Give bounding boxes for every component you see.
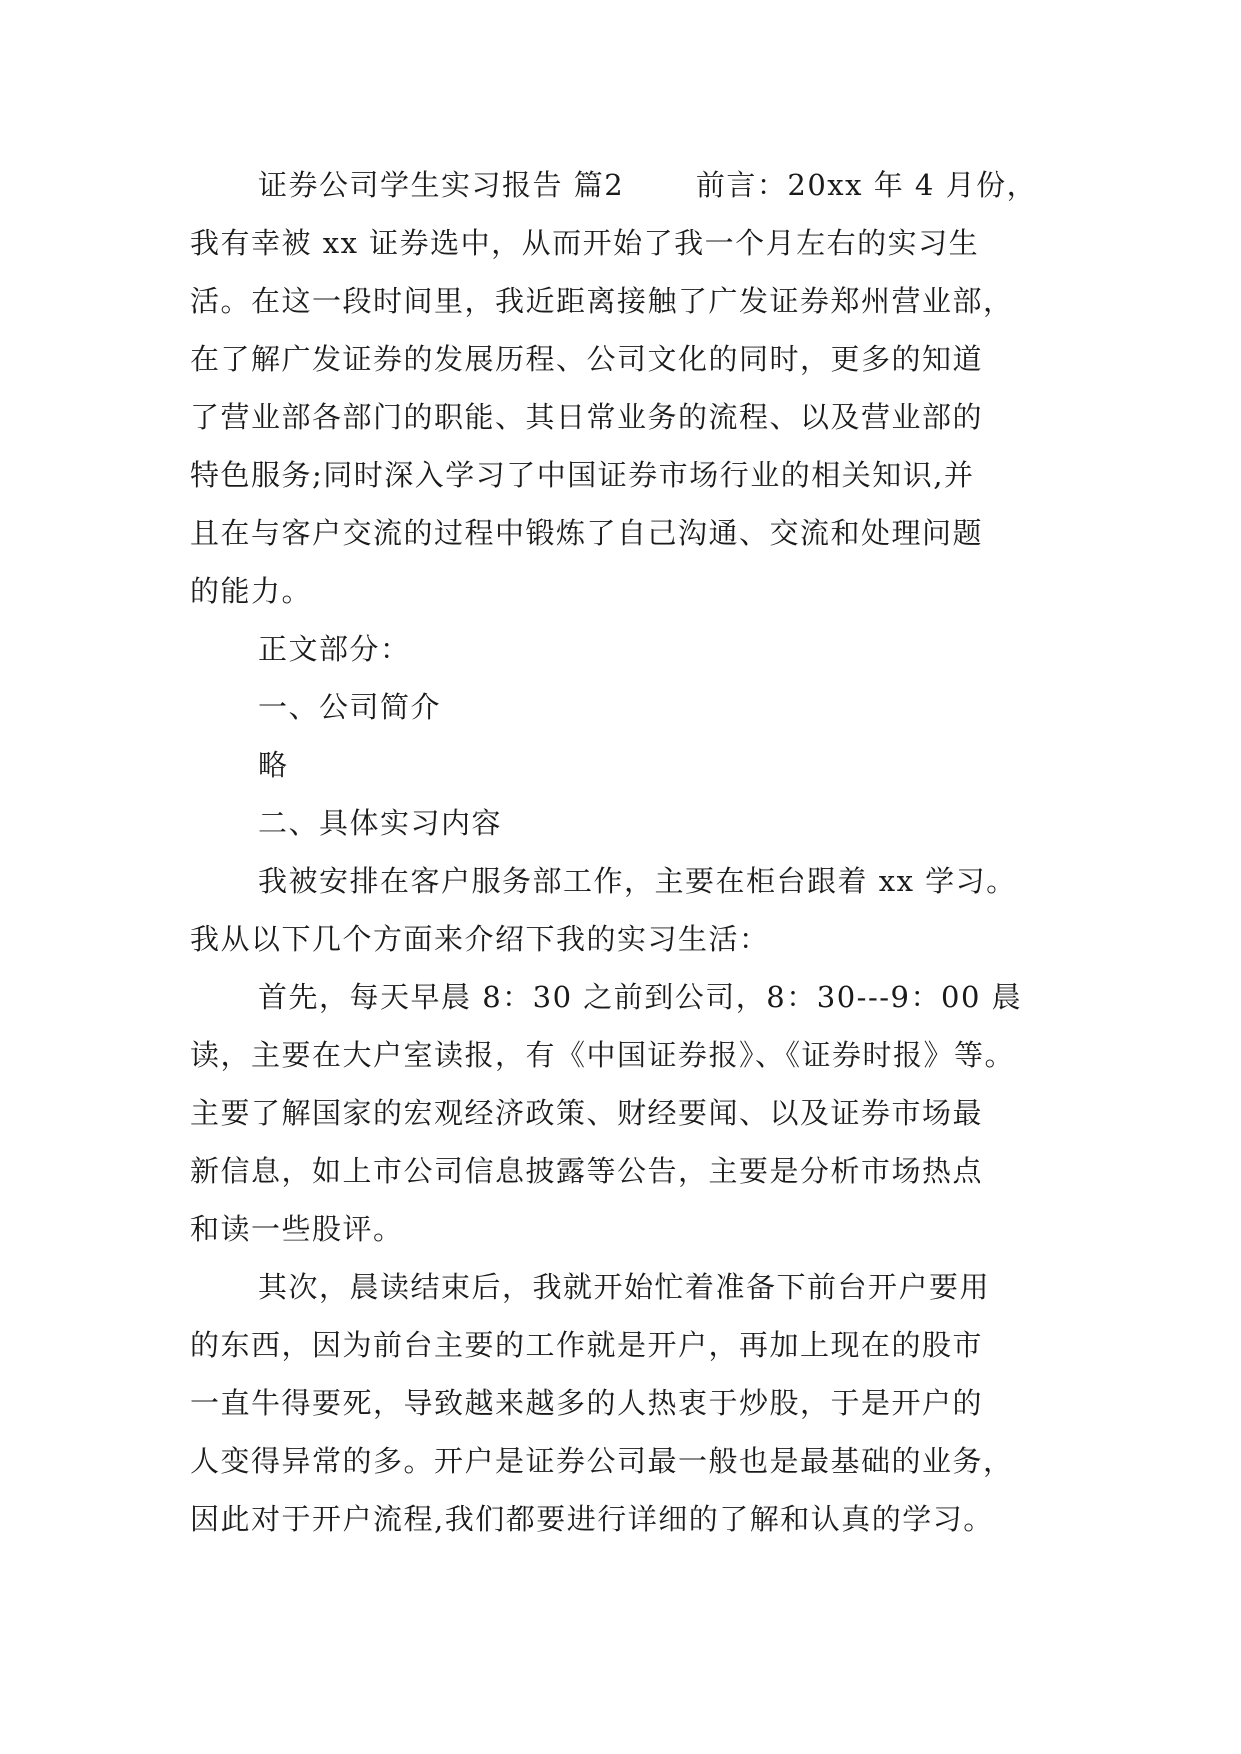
intro-line-2: 我有幸被 xx 证券选中，从而开始了我一个月左右的实习生: [190, 226, 980, 260]
section-heading-company: 一、公司简介: [258, 690, 442, 724]
intro-line-7: 且在与客户交流的过程中锻炼了自己沟通、交流和处理问题: [190, 516, 984, 550]
para4-line-2: 的东西，因为前台主要的工作就是开户，再加上现在的股市: [190, 1328, 984, 1362]
intro-line-8: 的能力。: [190, 574, 313, 608]
para3-line-3: 主要了解国家的宏观经济政策、财经要闻、以及证券市场最: [190, 1096, 984, 1130]
intro-line-5: 了营业部各部门的职能、其日常业务的流程、以及营业部的: [190, 400, 984, 434]
section-heading-internship: 二、具体实习内容: [258, 806, 503, 840]
para4-line-3: 一直牛得要死，导致越来越多的人热衷于炒股，于是开户的: [190, 1386, 984, 1420]
section-text-omitted: 略: [258, 748, 289, 782]
para4-line-1: 其次，晨读结束后，我就开始忙着准备下前台开户要用: [258, 1270, 991, 1304]
para3-line-5: 和读一些股评。: [190, 1212, 404, 1246]
intro-line-1: 证券公司学生实习报告 篇2 前言：20xx 年 4 月份，: [258, 168, 1038, 202]
para3-line-4: 新信息，如上市公司信息披露等公告，主要是分析市场热点: [190, 1154, 984, 1188]
para3-line-2: 读，主要在大户室读报，有《中国证券报》、《证券时报》等。: [190, 1038, 1016, 1072]
intro-line-6: 特色服务;同时深入学习了中国证券市场行业的相关知识,并: [190, 458, 975, 492]
para2-line-2: 我从以下几个方面来介绍下我的实习生活：: [190, 922, 770, 956]
intro-line-4: 在了解广发证券的发展历程、公司文化的同时，更多的知道: [190, 342, 984, 376]
intro-line-3: 活。在这一段时间里，我近距离接触了广发证券郑州营业部，: [190, 284, 1014, 318]
section-heading-body: 正文部分：: [258, 632, 411, 666]
para3-line-1: 首先，每天早晨 8：30 之前到公司，8：30---9：00 晨: [258, 980, 1023, 1014]
para4-line-4: 人变得异常的多。开户是证券公司最一般也是最基础的业务，: [190, 1444, 1014, 1478]
para2-line-1: 我被安排在客户服务部工作，主要在柜台跟着 xx 学习。: [258, 864, 1017, 898]
para4-line-5: 因此对于开户流程,我们都要进行详细的了解和认真的学习。: [190, 1502, 994, 1536]
